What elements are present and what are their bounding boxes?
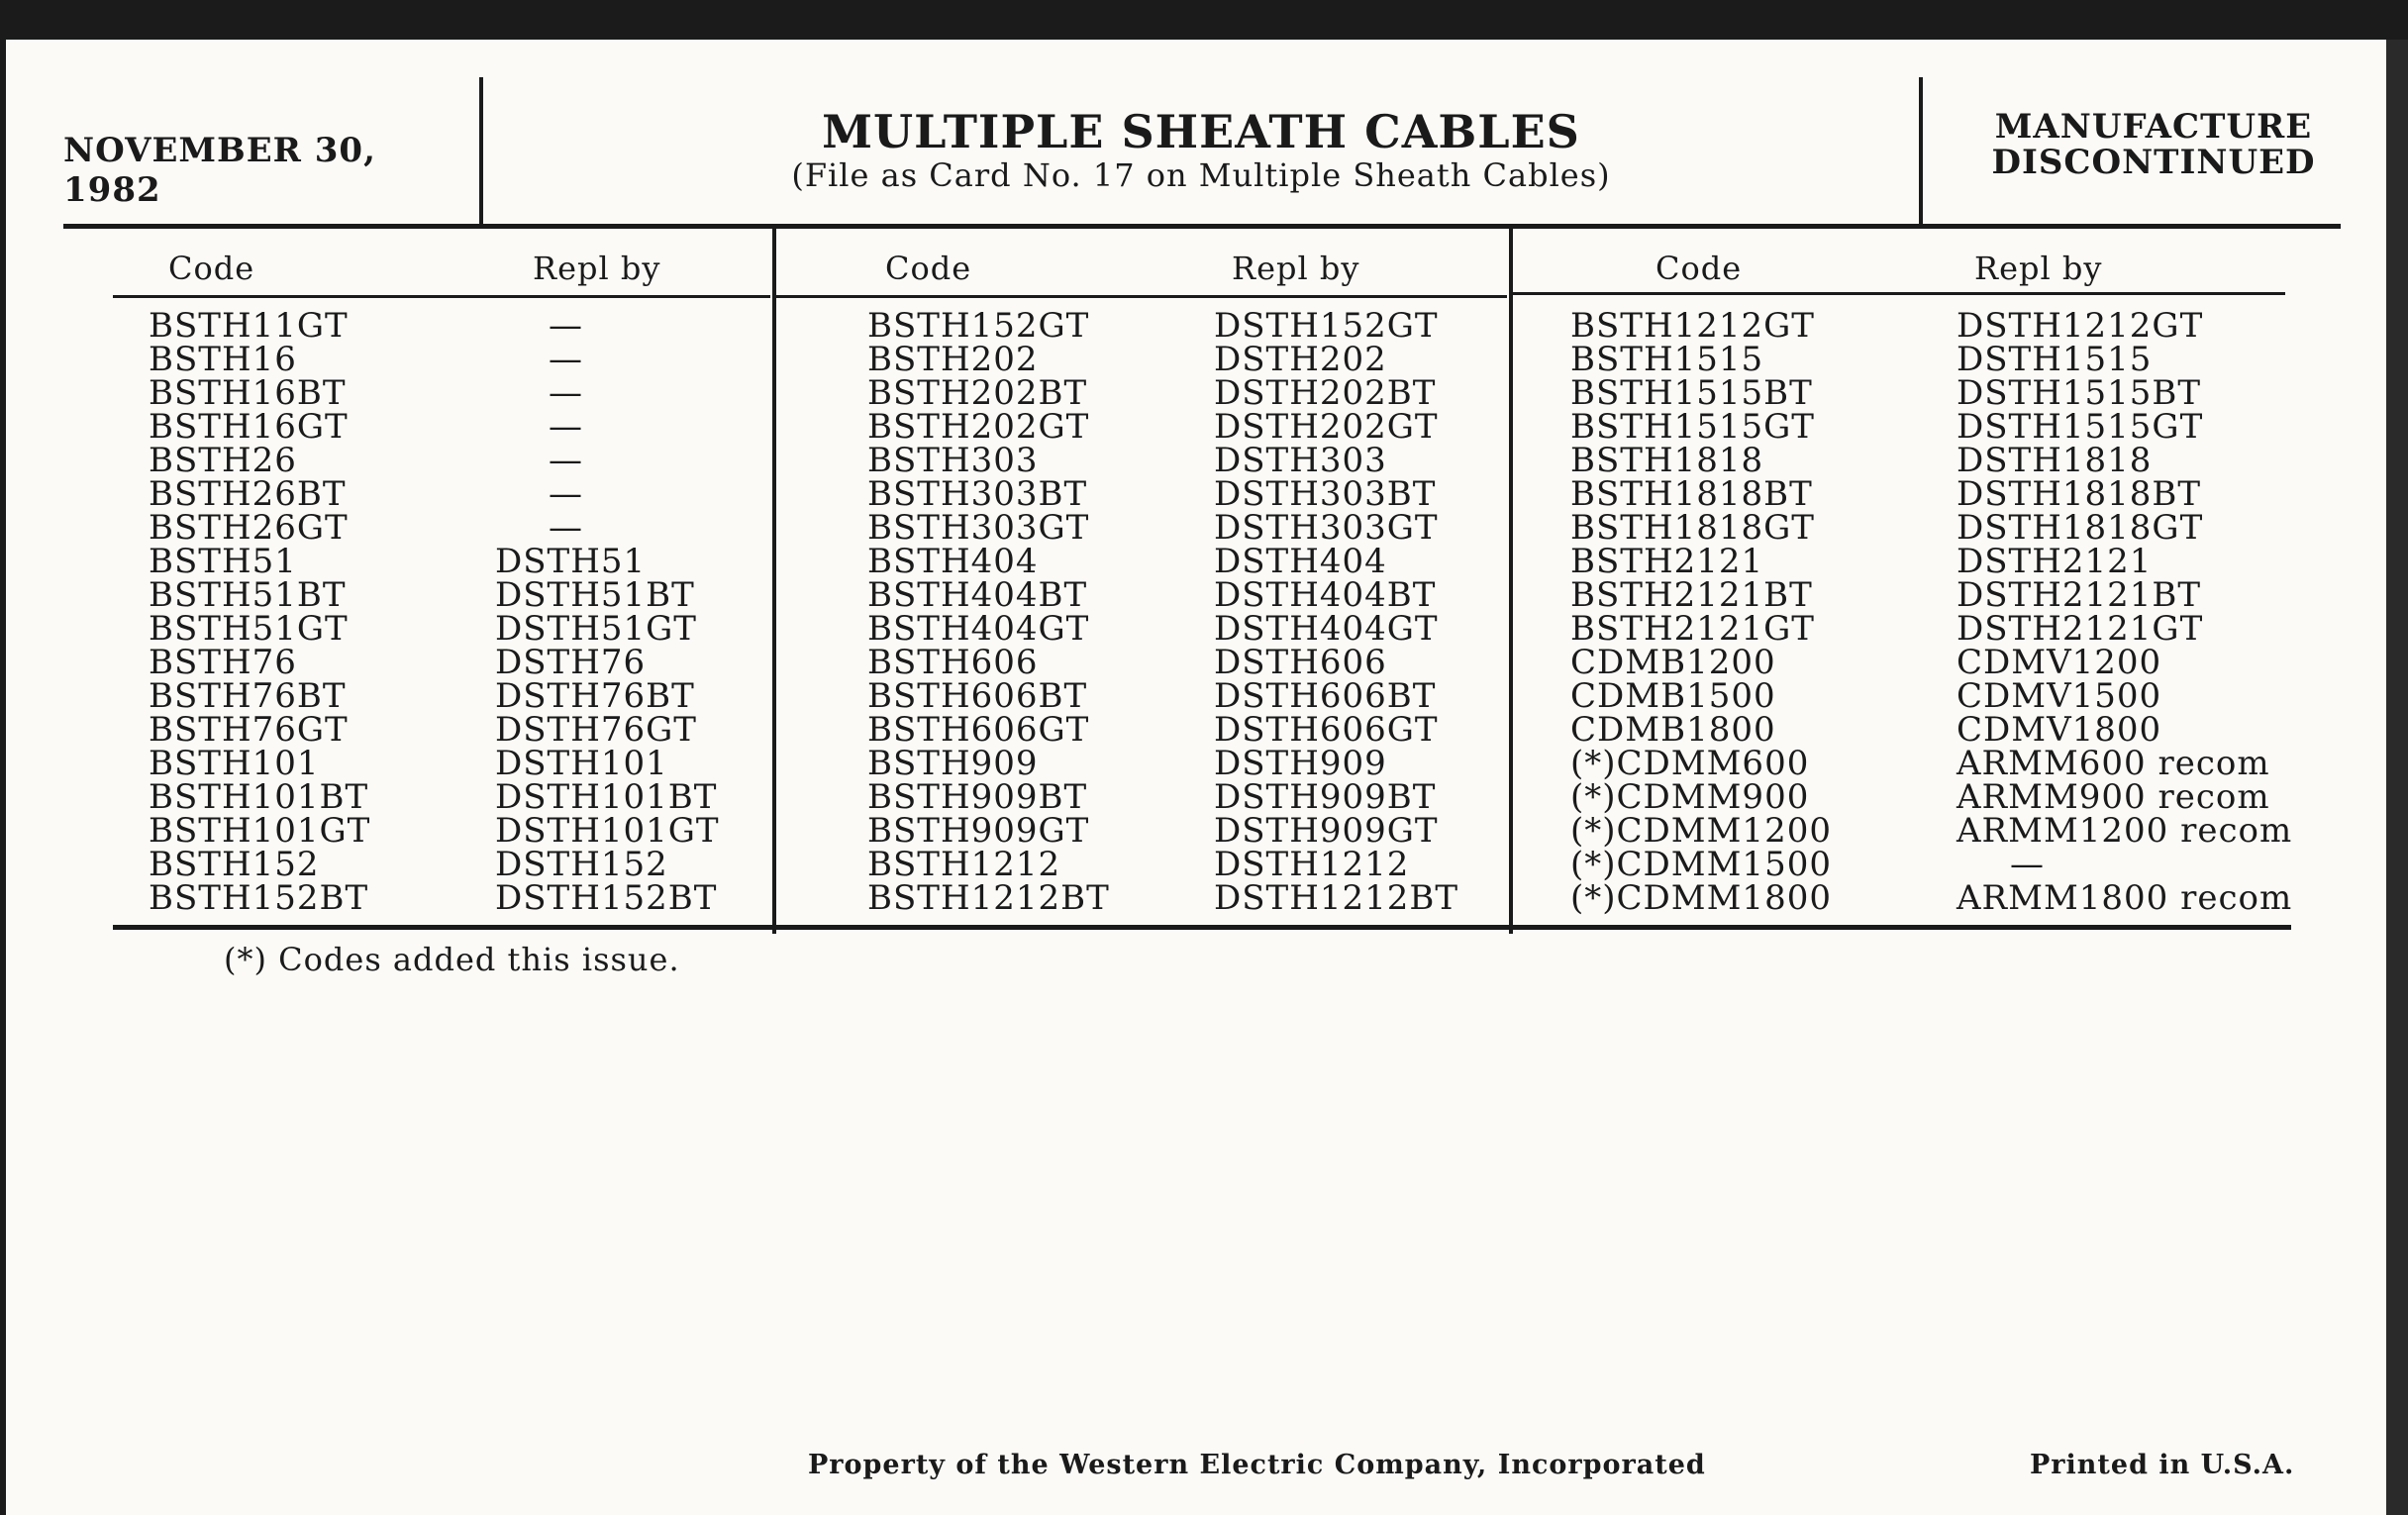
replacement-cell: DSTH303GT: [1214, 508, 1439, 548]
code-cell: CDMB1800: [1570, 710, 1776, 750]
code-cell: BSTH101BT: [149, 777, 369, 817]
code-cell: CDMB1200: [1570, 643, 1776, 682]
code-cell: BSTH1818GT: [1570, 508, 1815, 548]
printed-notice: Printed in U.S.A.: [2030, 1450, 2295, 1480]
replacement-cell: DSTH909GT: [1214, 811, 1439, 851]
table-bottom-rule: [113, 925, 2291, 930]
replacement-cell: DSTH303BT: [1214, 474, 1437, 514]
code-cell: BSTH1212GT: [1570, 306, 1815, 346]
code-cell: BSTH202GT: [867, 407, 1090, 447]
property-notice: Property of the Western Electric Company, Incorporated: [808, 1450, 1706, 1480]
replacement-cell: DSTH152GT: [1214, 306, 1439, 346]
replacement-cell: DSTH1515BT: [1956, 373, 2202, 413]
replacement-cell: DSTH51: [495, 542, 647, 581]
code-cell: (*)CDMM1200: [1570, 811, 1832, 851]
replacement-cell: DSTH303: [1214, 441, 1387, 480]
replacement-cell: CDMV1500: [1956, 676, 2162, 716]
column-header-code-2: Code: [885, 250, 972, 287]
code-cell: BSTH909GT: [867, 811, 1090, 851]
code-cell: BSTH101GT: [149, 811, 371, 851]
replacement-cell: DSTH202: [1214, 340, 1387, 379]
code-cell: BSTH202BT: [867, 373, 1088, 413]
code-column-2: [867, 306, 1110, 918]
replacement-cell: DSTH202BT: [1214, 373, 1437, 413]
code-cell: BSTH606GT: [867, 710, 1090, 750]
replacement-cell: ARMM900 recom: [1956, 777, 2270, 817]
replacement-cell: DSTH404BT: [1214, 575, 1437, 615]
replacement-cell: DSTH909: [1214, 744, 1387, 783]
code-cell: BSTH606: [867, 643, 1039, 682]
card-edge-shadow: [2386, 40, 2408, 1515]
code-cell: BSTH51GT: [149, 609, 349, 649]
replacement-cell: —: [549, 373, 583, 413]
code-cell: BSTH2121: [1570, 542, 1764, 581]
replacement-cell: DSTH51BT: [495, 575, 695, 615]
colhead-rule-3: [1513, 292, 2285, 295]
code-cell: BSTH51: [149, 542, 297, 581]
header-rule: [63, 224, 2341, 229]
replacement-cell: DSTH1515GT: [1956, 407, 2204, 447]
code-cell: BSTH152: [149, 845, 320, 884]
replacement-cell: —: [549, 474, 583, 514]
column-header-repl-3: Repl by: [1974, 250, 2103, 287]
colhead-rule-2: [776, 295, 1507, 298]
column-header-repl-1: Repl by: [533, 250, 661, 287]
code-cell: BSTH76: [149, 643, 297, 682]
code-cell: BSTH16BT: [149, 373, 347, 413]
replacement-cell: DSTH76: [495, 643, 647, 682]
code-column-1: [149, 306, 371, 918]
code-cell: BSTH404GT: [867, 609, 1090, 649]
replacement-cell: DSTH1212GT: [1956, 306, 2204, 346]
code-cell: BSTH1212BT: [867, 878, 1110, 918]
replacement-cell: DSTH101: [495, 744, 668, 783]
replacement-cell: DSTH202GT: [1214, 407, 1439, 447]
code-cell: BSTH26BT: [149, 474, 347, 514]
table-divider-1: [772, 229, 776, 934]
code-cell: (*)CDMM1800: [1570, 878, 1832, 918]
replacement-cell: ARMM600 recom: [1956, 744, 2270, 783]
replacement-cell: DSTH152: [495, 845, 668, 884]
code-cell: BSTH152GT: [867, 306, 1090, 346]
page-title: MULTIPLE SHEATH CABLES: [822, 105, 1580, 158]
replacement-cell: DSTH606GT: [1214, 710, 1439, 750]
code-cell: CDMB1500: [1570, 676, 1776, 716]
column-header-code-3: Code: [1656, 250, 1743, 287]
replacement-cell: DSTH404: [1214, 542, 1387, 581]
replacement-cell: DSTH1515: [1956, 340, 2153, 379]
code-cell: BSTH51BT: [149, 575, 347, 615]
code-cell: BSTH152BT: [149, 878, 369, 918]
code-cell: BSTH26: [149, 441, 297, 480]
column-header-code-1: Code: [168, 250, 255, 287]
page-subtitle: (File as Card No. 17 on Multiple Sheath Cables): [791, 156, 1611, 194]
repl-column-2: [1214, 306, 1459, 918]
replacement-cell: DSTH606: [1214, 643, 1387, 682]
code-cell: BSTH16: [149, 340, 297, 379]
code-cell: BSTH2121GT: [1570, 609, 1815, 649]
replacement-cell: DSTH404GT: [1214, 609, 1439, 649]
replacement-cell: DSTH76BT: [495, 676, 695, 716]
replacement-cell: —: [2010, 845, 2045, 884]
code-cell: BSTH404BT: [867, 575, 1088, 615]
code-cell: BSTH76GT: [149, 710, 349, 750]
replacement-cell: DSTH2121BT: [1956, 575, 2202, 615]
colhead-rule-1: [113, 295, 770, 298]
code-cell: BSTH909: [867, 744, 1039, 783]
replacement-cell: —: [549, 441, 583, 480]
replacement-cell: DSTH909BT: [1214, 777, 1437, 817]
code-cell: (*)CDMM900: [1570, 777, 1810, 817]
replacement-cell: —: [549, 340, 583, 379]
code-cell: BSTH1818BT: [1570, 474, 1813, 514]
code-cell: BSTH404: [867, 542, 1039, 581]
replacement-cell: DSTH1818GT: [1956, 508, 2204, 548]
footnote: (*) Codes added this issue.: [224, 941, 680, 978]
status-line-1: MANUFACTURE: [1994, 107, 2313, 147]
replacement-cell: —: [549, 508, 583, 548]
replacement-cell: DSTH101BT: [495, 777, 718, 817]
code-cell: BSTH1212: [867, 845, 1061, 884]
replacement-cell: CDMV1200: [1956, 643, 2162, 682]
code-cell: (*)CDMM1500: [1570, 845, 1832, 884]
code-cell: BSTH1515: [1570, 340, 1764, 379]
code-cell: BSTH1818: [1570, 441, 1764, 480]
table-divider-2: [1509, 229, 1513, 934]
code-cell: BSTH101: [149, 744, 320, 783]
replacement-cell: DSTH1212: [1214, 845, 1410, 884]
replacement-cell: ARMM1200 recom: [1956, 811, 2293, 851]
replacement-cell: DSTH2121GT: [1956, 609, 2204, 649]
replacement-cell: DSTH606BT: [1214, 676, 1437, 716]
code-cell: BSTH909BT: [867, 777, 1088, 817]
code-cell: BSTH303GT: [867, 508, 1090, 548]
replacement-cell: DSTH1818: [1956, 441, 2153, 480]
code-cell: BSTH11GT: [149, 306, 349, 346]
code-cell: BSTH1515BT: [1570, 373, 1813, 413]
replacement-cell: DSTH2121: [1956, 542, 2153, 581]
code-cell: BSTH606BT: [867, 676, 1088, 716]
code-cell: BSTH1515GT: [1570, 407, 1815, 447]
repl-column-3: [1956, 306, 2293, 918]
replacement-cell: ARMM1800 recom: [1956, 878, 2293, 918]
code-column-3: [1570, 306, 1832, 918]
replacement-cell: DSTH51GT: [495, 609, 697, 649]
code-cell: BSTH76BT: [149, 676, 347, 716]
replacement-cell: —: [549, 306, 583, 346]
issue-date: NOVEMBER 30, 1982: [63, 131, 376, 210]
header-divider-right: [1919, 77, 1923, 226]
status-line-2: DISCONTINUED: [1991, 143, 2316, 182]
code-cell: BSTH16GT: [149, 407, 349, 447]
code-cell: BSTH303: [867, 441, 1039, 480]
replacement-cell: DSTH152BT: [495, 878, 718, 918]
replacement-cell: —: [549, 407, 583, 447]
repl-column-1: [495, 306, 720, 918]
replacement-cell: CDMV1800: [1956, 710, 2162, 750]
replacement-cell: DSTH1818BT: [1956, 474, 2202, 514]
replacement-cell: DSTH76GT: [495, 710, 697, 750]
column-header-repl-2: Repl by: [1232, 250, 1360, 287]
code-cell: BSTH303BT: [867, 474, 1088, 514]
code-cell: (*)CDMM600: [1570, 744, 1810, 783]
code-cell: BSTH2121BT: [1570, 575, 1813, 615]
status-block: [1926, 109, 2381, 180]
code-cell: BSTH202: [867, 340, 1039, 379]
replacement-cell: DSTH1212BT: [1214, 878, 1459, 918]
replacement-cell: DSTH101GT: [495, 811, 720, 851]
code-cell: BSTH26GT: [149, 508, 349, 548]
